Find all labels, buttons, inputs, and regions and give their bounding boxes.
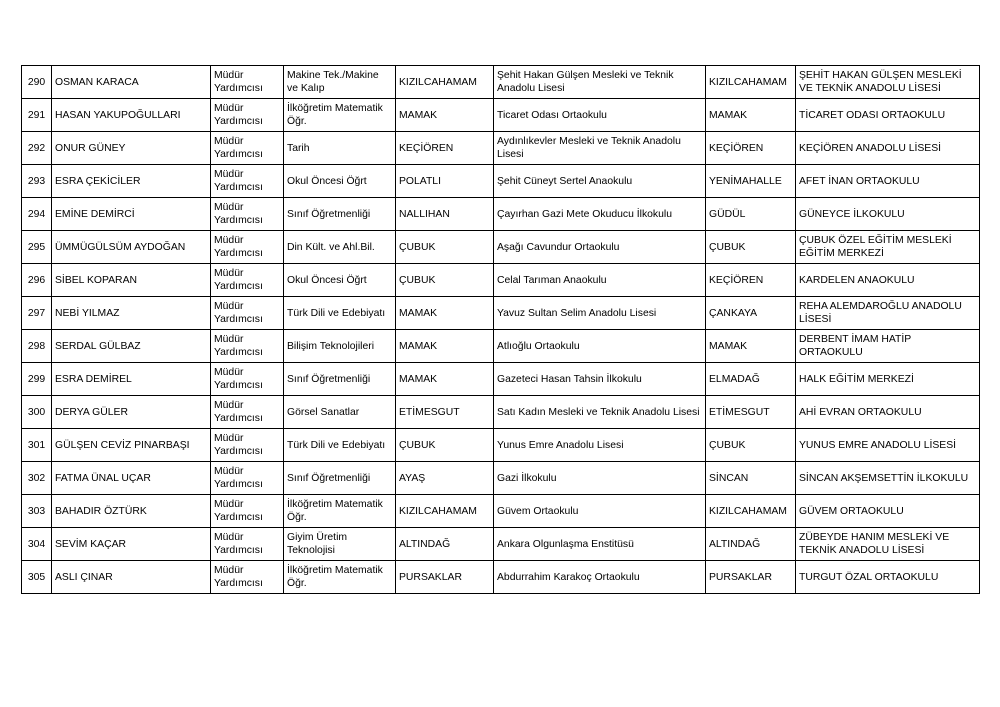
table-row [22,132,980,165]
table-row [22,165,980,198]
current-school-cell: Yavuz Sultan Selim Anadolu Lisesi [494,297,706,330]
current-school-cell: Celal Tarıman Anaokulu [494,264,706,297]
current-district-cell: NALLIHAN [396,198,494,231]
title-cell: Müdür Yardımcısı [211,198,284,231]
title-cell: Müdür Yardımcısı [211,396,284,429]
name-cell: NEBİ YILMAZ [52,297,211,330]
branch-cell: Bilişim Teknolojileri [284,330,396,363]
branch-cell: İlköğretim Matematik Öğr. [284,561,396,594]
new-district-cell: ELMADAĞ [706,363,796,396]
current-district-cell: AYAŞ [396,462,494,495]
branch-cell: Tarih [284,132,396,165]
branch-cell: Okul Öncesi Öğrt [284,264,396,297]
current-school-cell: Atlıoğlu Ortaokulu [494,330,706,363]
row-number-cell: 294 [22,198,52,231]
name-cell: ONUR GÜNEY [52,132,211,165]
table-row [22,198,980,231]
name-cell: BAHADIR ÖZTÜRK [52,495,211,528]
title-cell: Müdür Yardımcısı [211,330,284,363]
name-cell: SERDAL GÜLBAZ [52,330,211,363]
row-number-cell: 303 [22,495,52,528]
new-school-cell: ZÜBEYDE HANIM MESLEKİ VE TEKNİK ANADOLU LİSESİ [796,528,980,561]
name-cell: ÜMMÜGÜLSÜM AYDOĞAN [52,231,211,264]
branch-cell: Türk Dili ve Edebiyatı [284,429,396,462]
assignment-table [21,65,980,594]
current-district-cell: KIZILCAHAMAM [396,66,494,99]
row-number-cell: 298 [22,330,52,363]
name-cell: ASLI ÇINAR [52,561,211,594]
current-district-cell: MAMAK [396,99,494,132]
new-district-cell: KIZILCAHAMAM [706,66,796,99]
branch-cell: İlköğretim Matematik Öğr. [284,99,396,132]
current-district-cell: ÇUBUK [396,231,494,264]
current-school-cell: Ankara Olgunlaşma Enstitüsü [494,528,706,561]
branch-cell: Türk Dili ve Edebiyatı [284,297,396,330]
title-cell: Müdür Yardımcısı [211,495,284,528]
new-school-cell: SİNCAN AKŞEMSETTİN İLKOKULU [796,462,980,495]
current-school-cell: Aydınlıkevler Mesleki ve Teknik Anadolu Lisesi [494,132,706,165]
branch-cell: Makine Tek./Makine ve Kalıp [284,66,396,99]
current-district-cell: ETİMESGUT [396,396,494,429]
new-district-cell: KEÇİÖREN [706,132,796,165]
current-district-cell: MAMAK [396,297,494,330]
title-cell: Müdür Yardımcısı [211,264,284,297]
new-school-cell: HALK EĞİTİM MERKEZİ [796,363,980,396]
row-number-cell: 301 [22,429,52,462]
title-cell: Müdür Yardımcısı [211,528,284,561]
row-number-cell: 296 [22,264,52,297]
new-district-cell: MAMAK [706,330,796,363]
new-district-cell: ALTINDAĞ [706,528,796,561]
new-district-cell: KEÇİÖREN [706,264,796,297]
row-number-cell: 302 [22,462,52,495]
current-district-cell: ALTINDAĞ [396,528,494,561]
table-row [22,462,980,495]
new-district-cell: MAMAK [706,99,796,132]
name-cell: ESRA ÇEKİCİLER [52,165,211,198]
name-cell: EMİNE DEMİRCİ [52,198,211,231]
new-school-cell: YUNUS EMRE ANADOLU LİSESİ [796,429,980,462]
title-cell: Müdür Yardımcısı [211,99,284,132]
branch-cell: Sınıf Öğretmenliği [284,462,396,495]
current-school-cell: Şehit Cüneyt Sertel Anaokulu [494,165,706,198]
new-school-cell: AHİ EVRAN ORTAOKULU [796,396,980,429]
branch-cell: Görsel Sanatlar [284,396,396,429]
current-district-cell: KIZILCAHAMAM [396,495,494,528]
table-row [22,363,980,396]
row-number-cell: 291 [22,99,52,132]
table-row [22,561,980,594]
current-school-cell: Gazi İlkokulu [494,462,706,495]
current-school-cell: Gazeteci Hasan Tahsin İlkokulu [494,363,706,396]
current-district-cell: POLATLI [396,165,494,198]
new-school-cell: KARDELEN ANAOKULU [796,264,980,297]
new-school-cell: KEÇİÖREN ANADOLU LİSESİ [796,132,980,165]
new-school-cell: GÜNEYCE İLKOKULU [796,198,980,231]
new-school-cell: TİCARET ODASI ORTAOKULU [796,99,980,132]
new-district-cell: ETİMESGUT [706,396,796,429]
current-school-cell: Satı Kadın Mesleki ve Teknik Anadolu Lisesi [494,396,706,429]
current-school-cell: Yunus Emre Anadolu Lisesi [494,429,706,462]
current-district-cell: ÇUBUK [396,429,494,462]
table-row [22,429,980,462]
current-district-cell: ÇUBUK [396,264,494,297]
current-district-cell: MAMAK [396,363,494,396]
new-school-cell: TURGUT ÖZAL ORTAOKULU [796,561,980,594]
row-number-cell: 293 [22,165,52,198]
new-school-cell: DERBENT İMAM HATİP ORTAOKULU [796,330,980,363]
row-number-cell: 305 [22,561,52,594]
current-district-cell: KEÇİÖREN [396,132,494,165]
row-number-cell: 292 [22,132,52,165]
current-school-cell: Çayırhan Gazi Mete Okuducu İlkokulu [494,198,706,231]
table-row [22,528,980,561]
name-cell: HASAN YAKUPOĞULLARI [52,99,211,132]
title-cell: Müdür Yardımcısı [211,363,284,396]
name-cell: FATMA ÜNAL UÇAR [52,462,211,495]
table-row [22,495,980,528]
table-row [22,66,980,99]
row-number-cell: 295 [22,231,52,264]
current-school-cell: Aşağı Cavundur Ortaokulu [494,231,706,264]
current-school-cell: Abdurrahim Karakoç Ortaokulu [494,561,706,594]
row-number-cell: 300 [22,396,52,429]
title-cell: Müdür Yardımcısı [211,231,284,264]
table-row [22,231,980,264]
title-cell: Müdür Yardımcısı [211,429,284,462]
table-row [22,99,980,132]
assignment-table-body [22,66,980,594]
title-cell: Müdür Yardımcısı [211,66,284,99]
name-cell: SEVİM KAÇAR [52,528,211,561]
new-district-cell: ÇUBUK [706,429,796,462]
title-cell: Müdür Yardımcısı [211,462,284,495]
new-school-cell: AFET İNAN ORTAOKULU [796,165,980,198]
new-district-cell: SİNCAN [706,462,796,495]
name-cell: OSMAN KARACA [52,66,211,99]
branch-cell: Okul Öncesi Öğrt [284,165,396,198]
row-number-cell: 304 [22,528,52,561]
table-row [22,330,980,363]
current-school-cell: Güvem Ortaokulu [494,495,706,528]
branch-cell: Sınıf Öğretmenliği [284,363,396,396]
title-cell: Müdür Yardımcısı [211,132,284,165]
new-school-cell: REHA ALEMDAROĞLU ANADOLU LİSESİ [796,297,980,330]
new-district-cell: YENİMAHALLE [706,165,796,198]
new-district-cell: ÇANKAYA [706,297,796,330]
new-district-cell: KIZILCAHAMAM [706,495,796,528]
name-cell: GÜLŞEN CEVİZ PINARBAŞI [52,429,211,462]
new-school-cell: ŞEHİT HAKAN GÜLŞEN MESLEKİ VE TEKNİK ANADOLU LİSESİ [796,66,980,99]
current-school-cell: Ticaret Odası Ortaokulu [494,99,706,132]
current-school-cell: Şehit Hakan Gülşen Mesleki ve Teknik Anadolu Lisesi [494,66,706,99]
name-cell: SİBEL KOPARAN [52,264,211,297]
table-row [22,264,980,297]
branch-cell: İlköğretim Matematik Öğr. [284,495,396,528]
row-number-cell: 290 [22,66,52,99]
new-district-cell: ÇUBUK [706,231,796,264]
branch-cell: Sınıf Öğretmenliği [284,198,396,231]
name-cell: DERYA GÜLER [52,396,211,429]
table-row [22,297,980,330]
title-cell: Müdür Yardımcısı [211,297,284,330]
row-number-cell: 299 [22,363,52,396]
row-number-cell: 297 [22,297,52,330]
current-district-cell: MAMAK [396,330,494,363]
new-school-cell: ÇUBUK ÖZEL EĞİTİM MESLEKİ EĞİTİM MERKEZİ [796,231,980,264]
branch-cell: Din Kült. ve Ahl.Bil. [284,231,396,264]
table-row [22,396,980,429]
title-cell: Müdür Yardımcısı [211,561,284,594]
new-school-cell: GÜVEM ORTAOKULU [796,495,980,528]
new-district-cell: GÜDÜL [706,198,796,231]
title-cell: Müdür Yardımcısı [211,165,284,198]
new-district-cell: PURSAKLAR [706,561,796,594]
branch-cell: Giyim Üretim Teknolojisi [284,528,396,561]
current-district-cell: PURSAKLAR [396,561,494,594]
name-cell: ESRA DEMİREL [52,363,211,396]
